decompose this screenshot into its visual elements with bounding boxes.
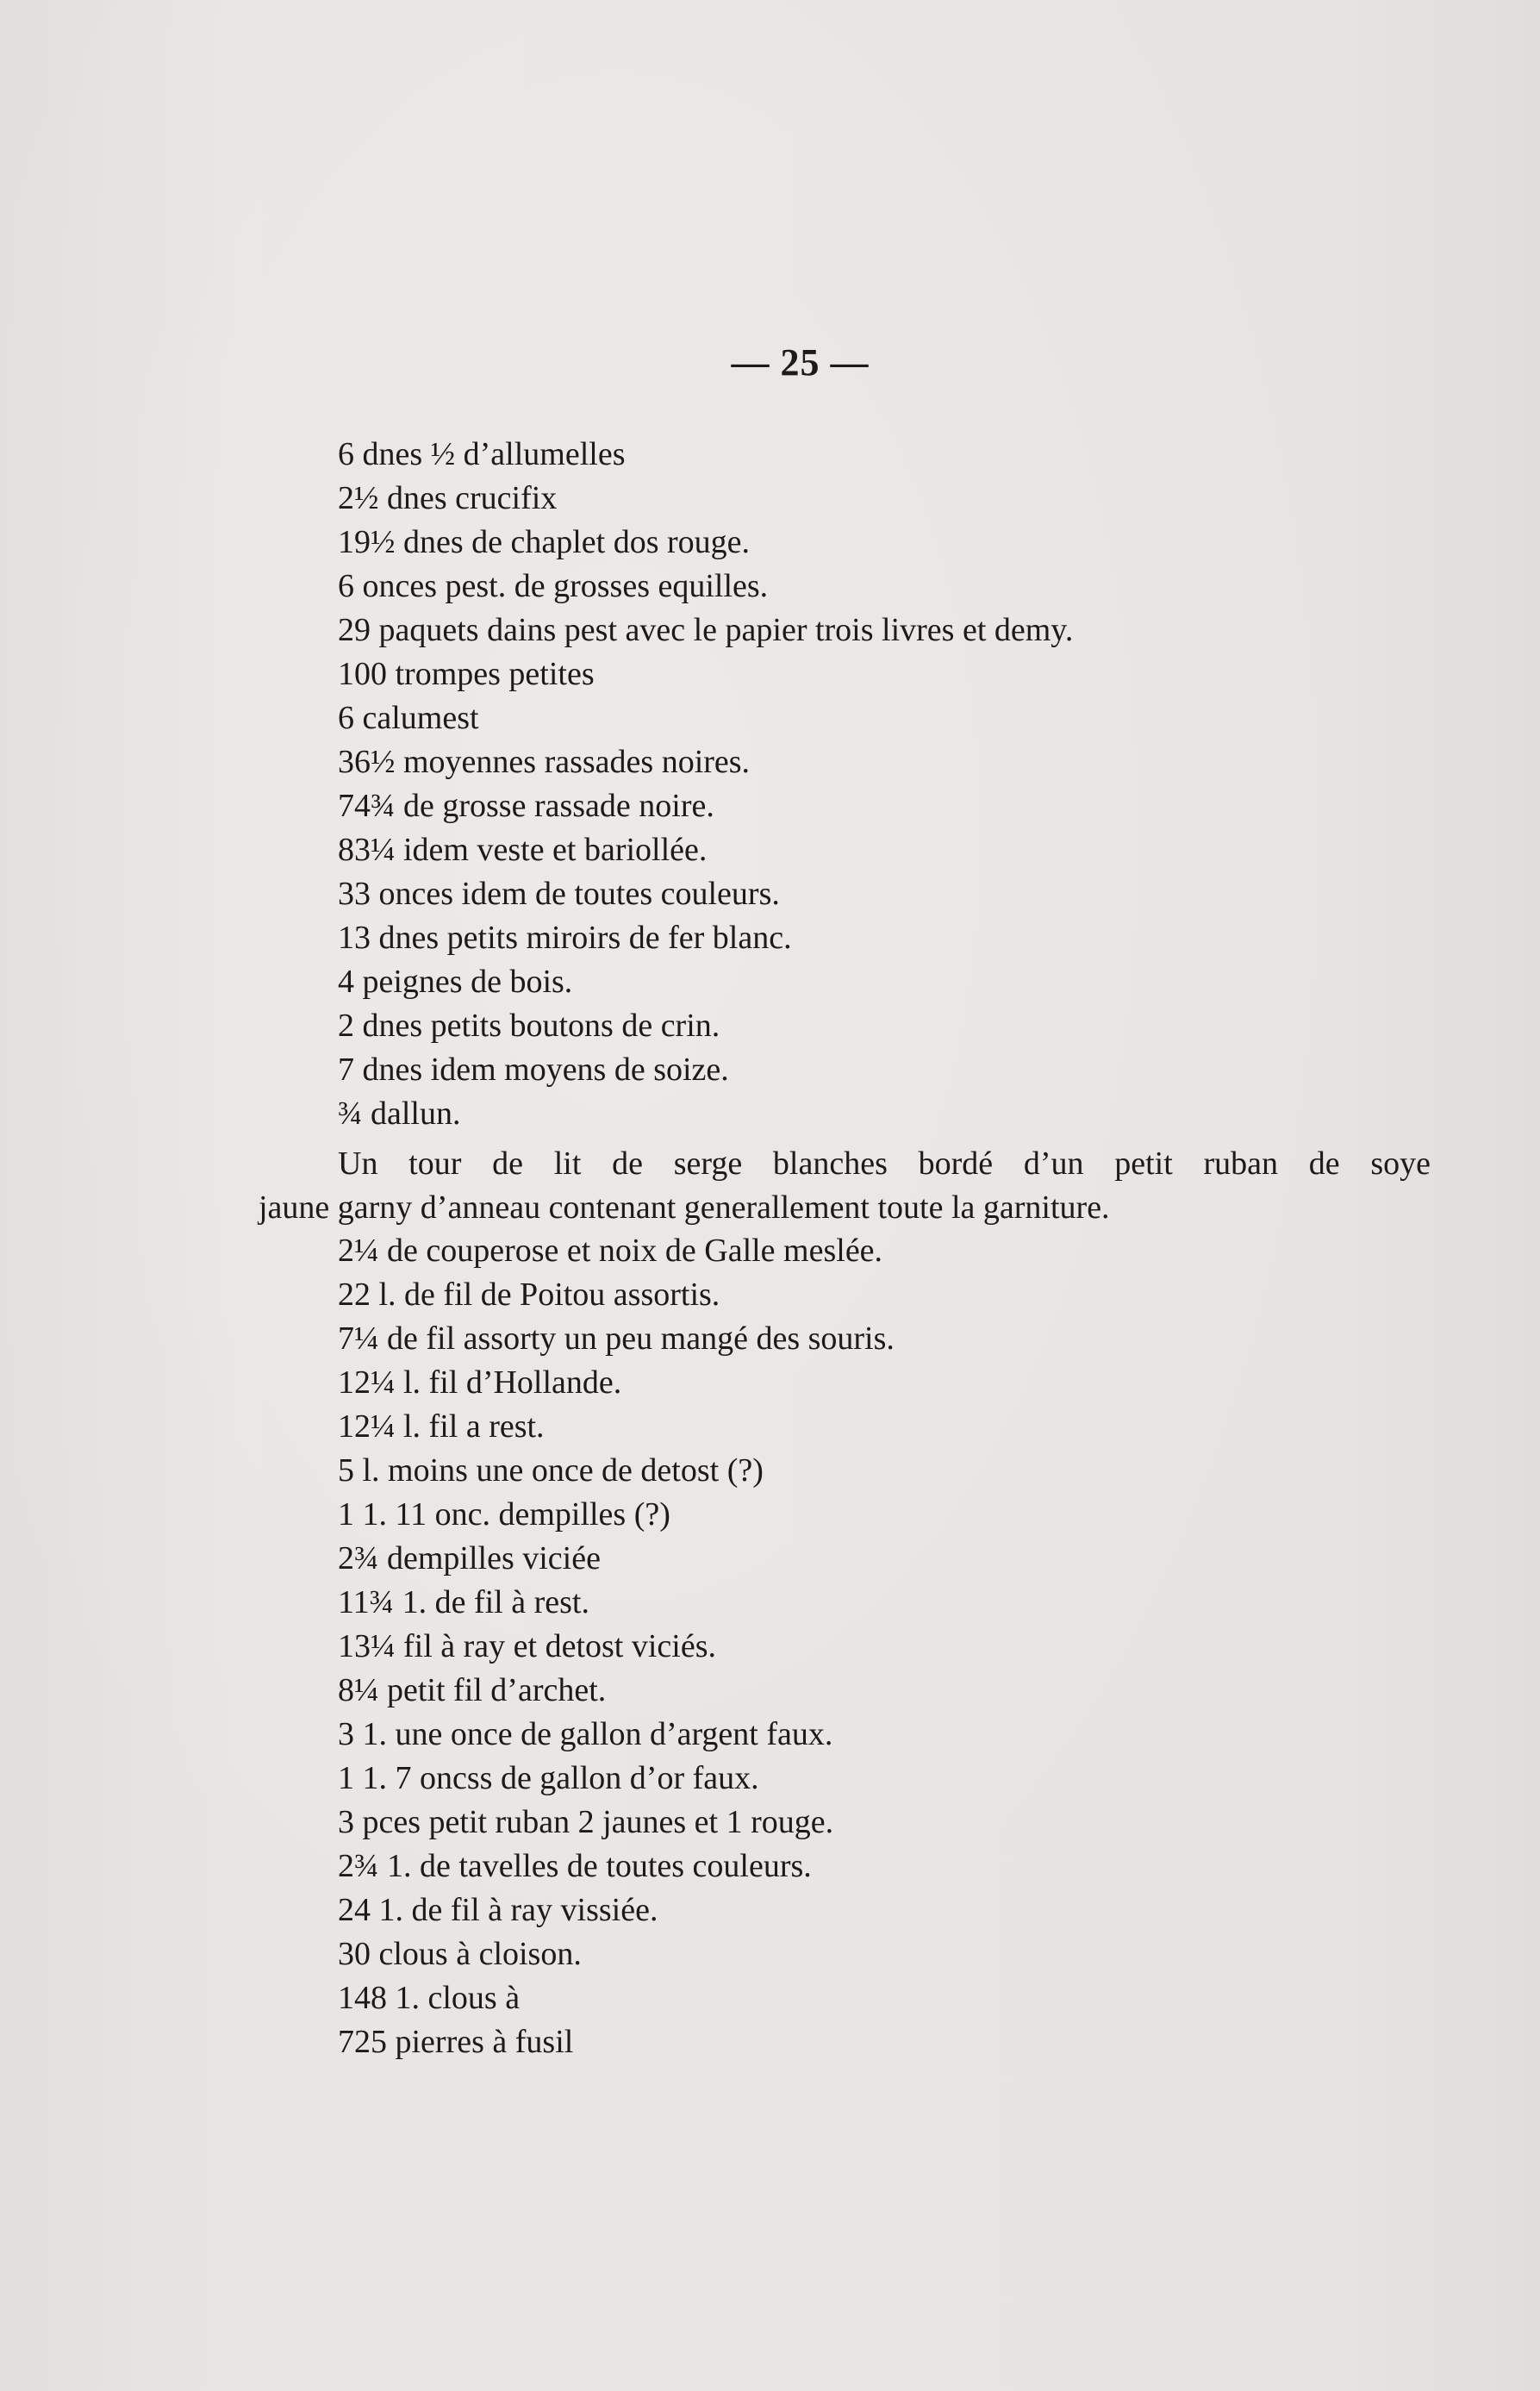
inventory-line: 11¾ 1. de fil à rest. xyxy=(338,1584,589,1620)
inventory-line: 5 l. moins une once de detost (?) xyxy=(338,1452,764,1489)
paragraph-tour-de-lit xyxy=(259,1142,1431,1230)
inventory-line: 24 1. de fil à ray vissiée. xyxy=(338,1892,658,1928)
inventory-line: 4 peignes de bois. xyxy=(338,964,573,1000)
inventory-line: 1 1. 11 onc. dempilles (?) xyxy=(338,1496,670,1533)
paragraph-line-2: jaune garny d’anneau contenant generallement toute la garniture. xyxy=(259,1189,1110,1226)
inventory-line: ¾ dallun. xyxy=(338,1096,461,1132)
inventory-line: 2¾ 1. de tavelles de toutes couleurs. xyxy=(338,1848,812,1884)
inventory-line: 30 clous à cloison. xyxy=(338,1936,582,1972)
inventory-line: 2¼ de couperose et noix de Galle meslée. xyxy=(338,1233,883,1269)
inventory-line: 7 dnes idem moyens de soize. xyxy=(338,1052,729,1088)
inventory-line: 3 pces petit ruban 2 jaunes et 1 rouge. xyxy=(338,1804,834,1840)
inventory-line: 2¾ dempilles viciée xyxy=(338,1540,601,1576)
inventory-line: 33 onces idem de toutes couleurs. xyxy=(338,876,780,912)
inventory-line: 725 pierres à fusil xyxy=(338,2024,574,2060)
inventory-line: 6 calumest xyxy=(338,700,479,736)
inventory-line: 19½ dnes de chaplet dos rouge. xyxy=(338,524,751,560)
inventory-line: 6 onces pest. de grosses equilles. xyxy=(338,568,769,604)
inventory-list-top xyxy=(338,433,1441,1136)
inventory-line: 29 paquets dains pest avec le papier trois livres et demy. xyxy=(338,612,1074,648)
inventory-line: 8¼ petit fil d’archet. xyxy=(338,1672,607,1708)
inventory-line: 7¼ de fil assorty un peu mangé des souris. xyxy=(338,1320,895,1357)
page-number: — 25 — xyxy=(731,341,870,384)
inventory-list-bottom xyxy=(338,1229,1441,2064)
inventory-line: 74¾ de grosse rassade noire. xyxy=(338,788,714,824)
inventory-line: 3 1. une once de gallon d’argent faux. xyxy=(338,1716,833,1752)
inventory-line: 13 dnes petits miroirs de fer blanc. xyxy=(338,920,792,956)
inventory-line: 148 1. clous à xyxy=(338,1980,521,2016)
inventory-line: 100 trompes petites xyxy=(338,656,595,692)
paragraph-line-1: Un tour de lit de serge blanches bordé d’un petit ruban de soye xyxy=(338,1146,1431,1182)
inventory-line: 12¼ l. fil a rest. xyxy=(338,1408,545,1445)
inventory-line: 12¼ l. fil d’Hollande. xyxy=(338,1364,622,1401)
inventory-line: 83¼ idem veste et bariollée. xyxy=(338,832,708,868)
inventory-line: 6 dnes ½ d’allumelles xyxy=(338,436,626,472)
inventory-line: 13¼ fil à ray et detost viciés. xyxy=(338,1628,716,1664)
inventory-line: 36½ moyennes rassades noires. xyxy=(338,744,751,780)
inventory-line: 1 1. 7 oncss de gallon d’or faux. xyxy=(338,1760,759,1796)
inventory-line: 22 l. de fil de Poitou assortis. xyxy=(338,1277,720,1313)
inventory-line: 2½ dnes crucifix xyxy=(338,480,558,516)
inventory-line: 2 dnes petits boutons de crin. xyxy=(338,1008,720,1044)
